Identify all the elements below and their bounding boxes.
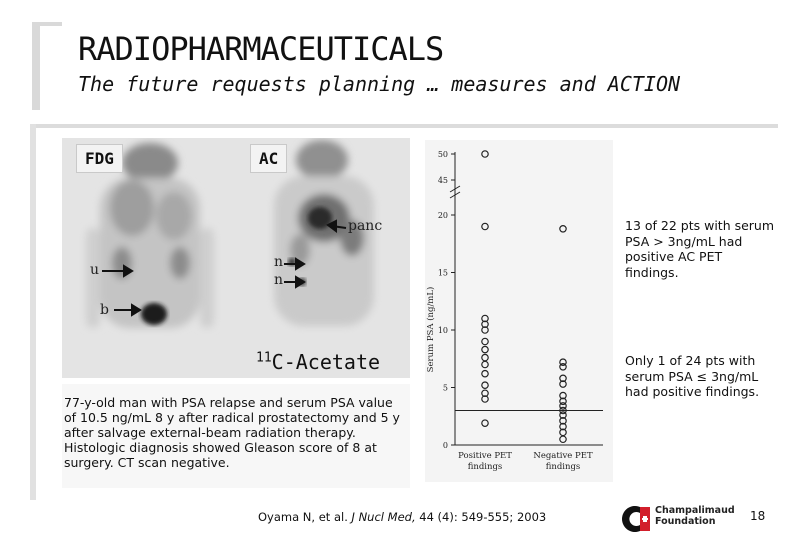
citation-details: 44 (4): 549-555; 2003 xyxy=(415,510,547,524)
header-bracket xyxy=(32,22,40,110)
data-point xyxy=(482,371,488,377)
pet-scan-image xyxy=(62,138,410,378)
content-frame-left xyxy=(30,124,36,500)
slide-title: RADIOPHARMACEUTICALS xyxy=(78,30,444,68)
champalimaud-logo-icon xyxy=(618,503,652,535)
tag-fdg: FDG xyxy=(76,144,123,173)
data-point xyxy=(560,364,566,370)
case-description: 77-y-old man with PSA relapse and serum PSA value of 10.5 ng/mL 8 y after radical prostatectomy and 5 y after salvage external-beam radiation therapy. Histologic diagnosis showed Gleason score of 8 at surgery. CT scan negative. xyxy=(64,395,400,470)
tag-ac: AC xyxy=(250,144,287,173)
data-point xyxy=(482,223,488,229)
label-n-lower: n xyxy=(274,272,284,288)
slide-subtitle: The future requests planning … measures and ACTION xyxy=(78,72,681,96)
data-point xyxy=(482,361,488,367)
x-category-label: Positive PET xyxy=(458,451,512,461)
note-negative-findings: Only 1 of 24 pts with serum PSA ≤ 3ng/mL had positive findings. xyxy=(625,353,760,399)
label-b: b xyxy=(100,302,109,318)
label-n-upper: n xyxy=(274,254,284,270)
y-tick-label: 5 xyxy=(442,383,448,393)
data-point xyxy=(482,338,488,344)
data-point xyxy=(482,151,488,157)
y-tick-label: 50 xyxy=(437,150,448,159)
content-frame-top xyxy=(30,124,778,128)
label-panc: panc xyxy=(348,218,383,234)
data-point xyxy=(482,382,488,388)
citation-authors: Oyama N, et al. xyxy=(258,510,352,524)
page-number: 18 xyxy=(750,509,766,523)
data-point xyxy=(482,420,488,426)
acetate-name: C-Acetate xyxy=(271,350,381,374)
citation-journal: J Nucl Med, xyxy=(351,510,416,524)
logo-line-2: Foundation xyxy=(655,516,716,527)
citation xyxy=(258,510,546,524)
fdg-bladder xyxy=(141,303,167,325)
acetate-label xyxy=(256,350,380,374)
header-bracket-top xyxy=(32,22,62,26)
y-axis-label: Serum PSA (ng/mL) xyxy=(426,286,436,373)
x-category-label: findings xyxy=(545,462,581,472)
label-u: u xyxy=(90,262,100,278)
psa-chart xyxy=(425,140,613,482)
data-point xyxy=(482,346,488,352)
logo-line-1: Champalimaud xyxy=(655,505,735,516)
data-point xyxy=(560,436,566,442)
y-tick-label: 10 xyxy=(437,326,448,335)
note-positive-findings: 13 of 22 pts with serum PSA > 3ng/mL had positive AC PET findings. xyxy=(625,218,775,280)
x-category-label: Negative PET xyxy=(533,451,593,461)
data-point xyxy=(482,354,488,360)
acetate-isotope: 11 xyxy=(256,350,272,366)
data-point xyxy=(560,226,566,232)
y-tick-label: 0 xyxy=(442,441,448,450)
y-tick-label: 15 xyxy=(437,268,448,278)
pet-scan-drawing xyxy=(62,138,410,378)
logo-text xyxy=(655,505,735,527)
psa-chart-svg xyxy=(425,140,613,482)
x-category-label: findings xyxy=(467,462,503,472)
y-tick-label: 45 xyxy=(437,176,448,185)
y-tick-label: 20 xyxy=(437,211,448,220)
